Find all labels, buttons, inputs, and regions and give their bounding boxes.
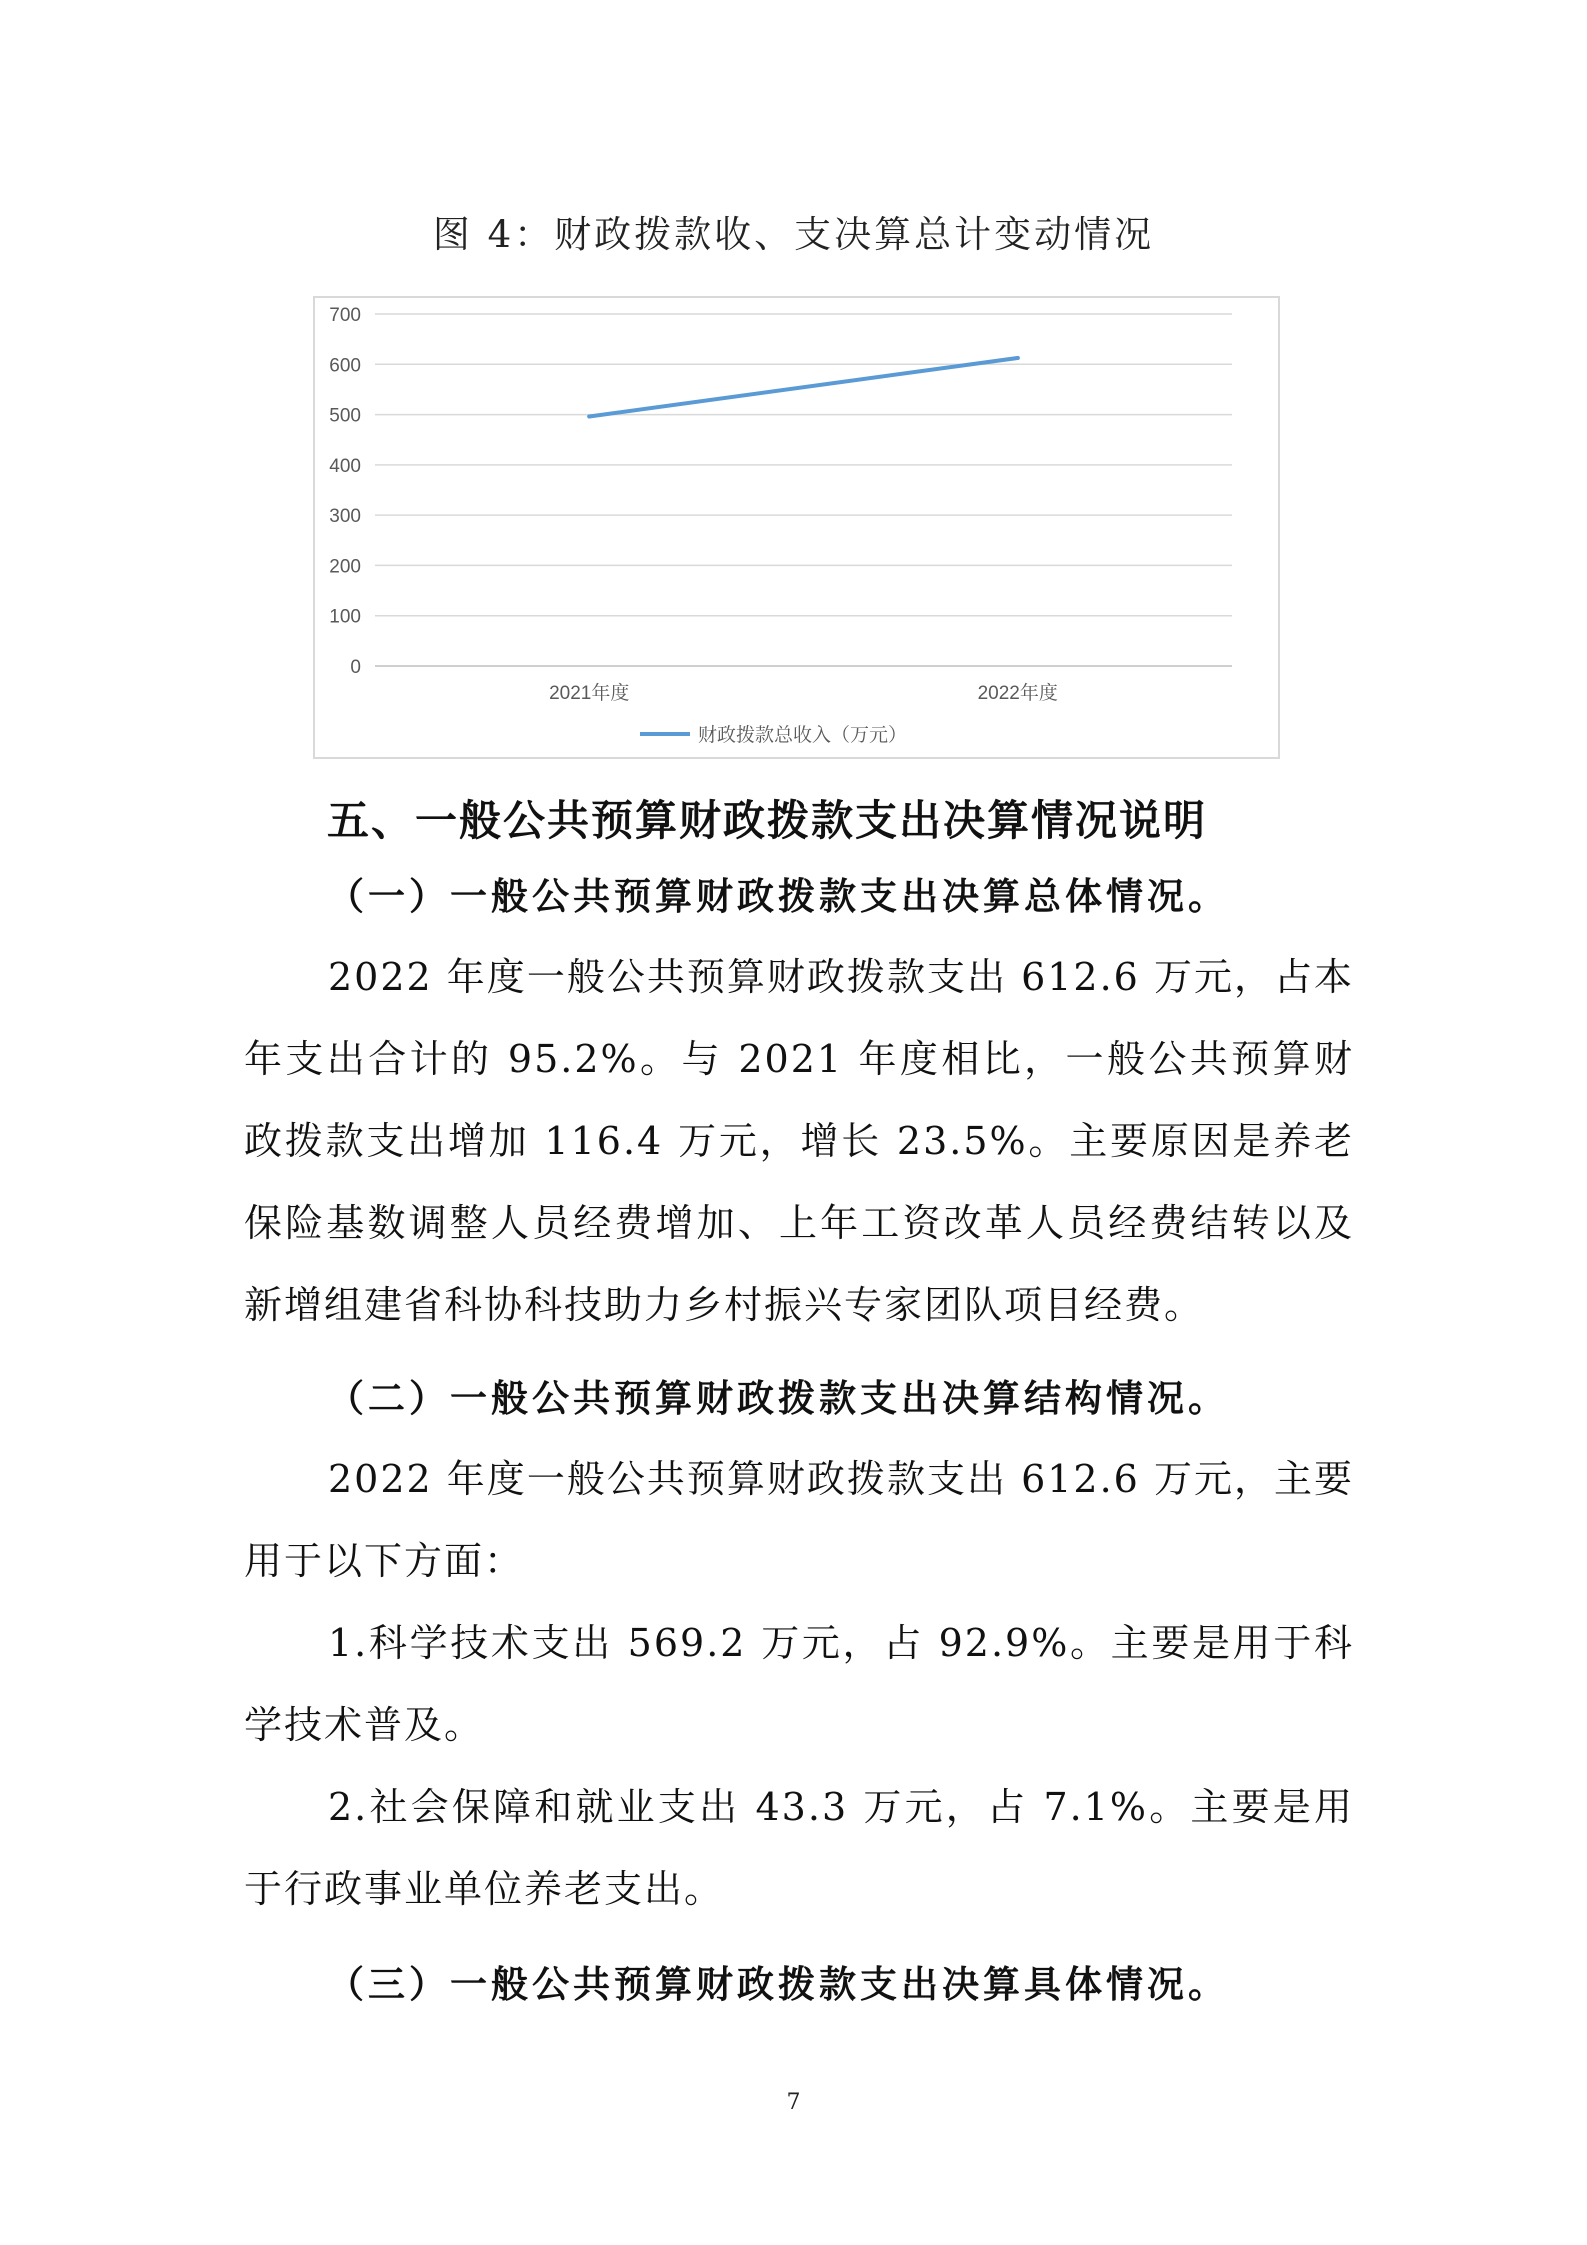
x-tick-label-1: 2022年度: [977, 683, 1058, 704]
paragraph-science-expense: 1.科学技术支出 569.2 万元，占 92.9%。主要是用于科学技术普及。: [244, 1621, 1354, 1747]
figure-title: 图 4：财政拨款收、支决算总计变动情况: [432, 213, 1155, 256]
series-line-0: [589, 358, 1018, 417]
subsection-heading-1: （一）一般公共预算财政拨款支出决算总体情况。: [327, 874, 1229, 918]
subsection-heading-2: （二）一般公共预算财政拨款支出决算结构情况。: [327, 1376, 1229, 1420]
line-chart: [313, 296, 1280, 759]
paragraph-structure: 2022 年度一般公共预算财政拨款支出 612.6 万元，主要用于以下方面：: [244, 1457, 1354, 1583]
section-heading: 五、一般公共预算财政拨款支出决算情况说明: [327, 796, 1208, 845]
y-tick-label-700: 700: [329, 305, 361, 326]
page-number: 7: [786, 2090, 801, 2115]
data-point-0-1: [1016, 356, 1020, 360]
x-tick-label-0: 2021年度: [549, 683, 630, 704]
subsection-heading-3: （三）一般公共预算财政拨款支出决算具体情况。: [327, 1962, 1229, 2006]
y-tick-label-600: 600: [329, 355, 361, 377]
y-tick-label-100: 100: [329, 606, 361, 628]
y-tick-label-200: 200: [329, 556, 361, 578]
y-tick-label-0: 0: [350, 657, 361, 678]
y-tick-label-300: 300: [329, 506, 361, 528]
paragraph-social-security-expense: 2.社会保障和就业支出 43.3 万元，占 7.1%。主要是用于行政事业单位养老支出。: [244, 1785, 1354, 1911]
data-point-0-0: [587, 414, 591, 418]
y-tick-label-400: 400: [329, 455, 361, 477]
legend-label-0: 财政拨款总收入（万元）: [698, 725, 908, 746]
y-tick-label-500: 500: [329, 405, 361, 427]
paragraph-overview: 2022 年度一般公共预算财政拨款支出 612.6 万元，占本年支出合计的 95.2%。与 2021 年度相比，一般公共预算财政拨款支出增加 116.4 万元，增长 23.5%。主要原因是养老保险基数调整人员经费增加、上年工资改革人员经费结转以及新增组建省科协科技助力乡村振兴专家团队项目经费。: [244, 955, 1354, 1327]
